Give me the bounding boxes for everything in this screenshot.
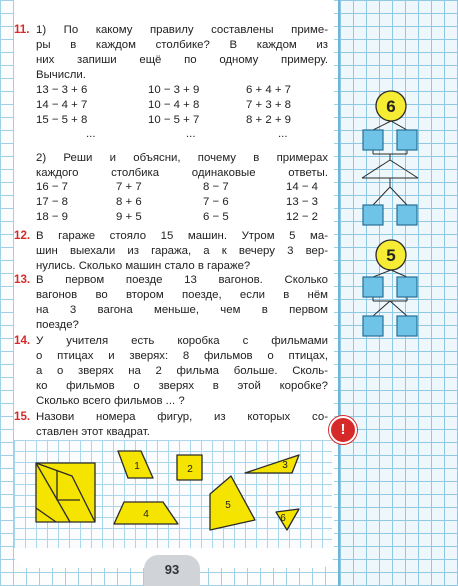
composed-square: [36, 463, 95, 522]
ellipsis-2: ...: [186, 128, 196, 140]
expr-2-1: 14 − 4 + 7: [36, 99, 88, 111]
pair-3-4: 12 − 2: [286, 211, 318, 223]
task-12-number: 12.: [14, 229, 31, 242]
task-15-line-2: ставлен этот квадрат.: [36, 426, 150, 438]
task-13-line-1: В первом поезде 13 вагонов. Сколько: [36, 274, 328, 286]
task-14-line-1: У учителя есть коробка с фильмами: [36, 335, 328, 347]
tree-6-box: [363, 205, 383, 225]
expr-2-2: 10 − 4 + 8: [148, 99, 200, 111]
task-11-line-1: 1) По какому правилу составлены приме-: [36, 24, 328, 36]
task-14-line-4: ко фильмов о зверях в этой коробке?: [36, 380, 328, 392]
ellipsis-1: ...: [86, 128, 96, 140]
pair-1-3: 8 − 7: [203, 181, 229, 193]
expr-2-3: 7 + 3 + 8: [246, 99, 291, 111]
pair-2-1: 17 − 8: [36, 196, 68, 208]
expr-3-2: 10 − 5 + 7: [148, 114, 200, 126]
tree-5-box: [397, 277, 417, 297]
tree-6-box: [397, 130, 417, 150]
alert-icon: !: [329, 416, 357, 444]
tree-5-box: [363, 316, 383, 336]
figure-2-label: 2: [187, 464, 193, 475]
pair-3-2: 9 + 5: [116, 211, 142, 223]
task-12-line-1: В гараже стояло 15 машин. Утром 5 ма-: [36, 230, 328, 242]
tree-6-box: [363, 130, 383, 150]
pair-3-3: 6 − 5: [203, 211, 229, 223]
page-number: 93: [144, 555, 200, 586]
pair-2-2: 8 + 6: [116, 196, 142, 208]
task-11-line-2: ры в каждом столбике? В каждом из: [36, 39, 328, 51]
task-12-line-3: нулись. Сколько машин стало в гараже?: [36, 260, 251, 272]
task-14-line-2: о птицах и зверях: 8 фильмов о птицах,: [36, 350, 328, 362]
task-14-line-5: Сколько всего фильмов ... ?: [36, 395, 185, 407]
task-13-number: 13.: [14, 273, 31, 286]
pair-3-1: 18 − 9: [36, 211, 68, 223]
expr-1-1: 13 − 3 + 6: [36, 84, 88, 96]
pair-1-1: 16 − 7: [36, 181, 68, 193]
figure-5-quad: [210, 476, 255, 530]
pair-2-3: 7 − 6: [203, 196, 229, 208]
task-11-line-3: них запиши ещё по одному примеру.: [36, 54, 328, 66]
pair-1-2: 7 + 7: [116, 181, 142, 193]
task-13-line-3: на 3 вагона меньше, чем в первом: [36, 304, 328, 316]
tree-5-box: [363, 277, 383, 297]
pair-2-4: 13 − 3: [286, 196, 318, 208]
figure-5-label: 5: [225, 500, 231, 511]
task-11-part2-line-1: 2) Реши и объясни, почему в примерах: [36, 152, 328, 164]
tree-6-number: 6: [386, 97, 396, 116]
figure-4-label: 4: [143, 509, 149, 520]
figure-3-label: 3: [282, 460, 288, 471]
expr-3-1: 15 − 5 + 8: [36, 114, 88, 126]
task-11-number: 11.: [14, 23, 30, 36]
figure-6-label: 6: [280, 513, 286, 524]
figure-1-label: 1: [134, 461, 140, 472]
task-14-line-3: а о зверях на 2 фильма больше. Сколь-: [36, 365, 328, 377]
tree-6-box: [397, 205, 417, 225]
tree-5-box: [397, 316, 417, 336]
task-15-number: 15.: [14, 410, 31, 423]
expr-3-3: 8 + 2 + 9: [246, 114, 291, 126]
figure-3-triangle: [245, 455, 299, 473]
task-11-line-4: Вычисли.: [36, 69, 86, 81]
expr-1-3: 6 + 4 + 7: [246, 84, 291, 96]
task-11-part2-line-2: каждого столбика одинаковые ответы.: [36, 167, 328, 179]
ellipsis-3: ...: [278, 128, 288, 140]
task-12-line-2: шин выехали из гаража, а к вечеру 3 вер-: [36, 245, 328, 257]
tree-5-number: 5: [386, 246, 396, 265]
task-14-number: 14.: [14, 334, 31, 347]
task-15-line-1: Назови номера фигур, из которых со-: [36, 411, 328, 423]
expr-1-2: 10 − 3 + 9: [148, 84, 200, 96]
task-13-line-4: поезде?: [36, 319, 79, 331]
pair-1-4: 14 − 4: [286, 181, 318, 193]
task-13-line-2: вагонов во втором поезде, если в нём: [36, 289, 328, 301]
